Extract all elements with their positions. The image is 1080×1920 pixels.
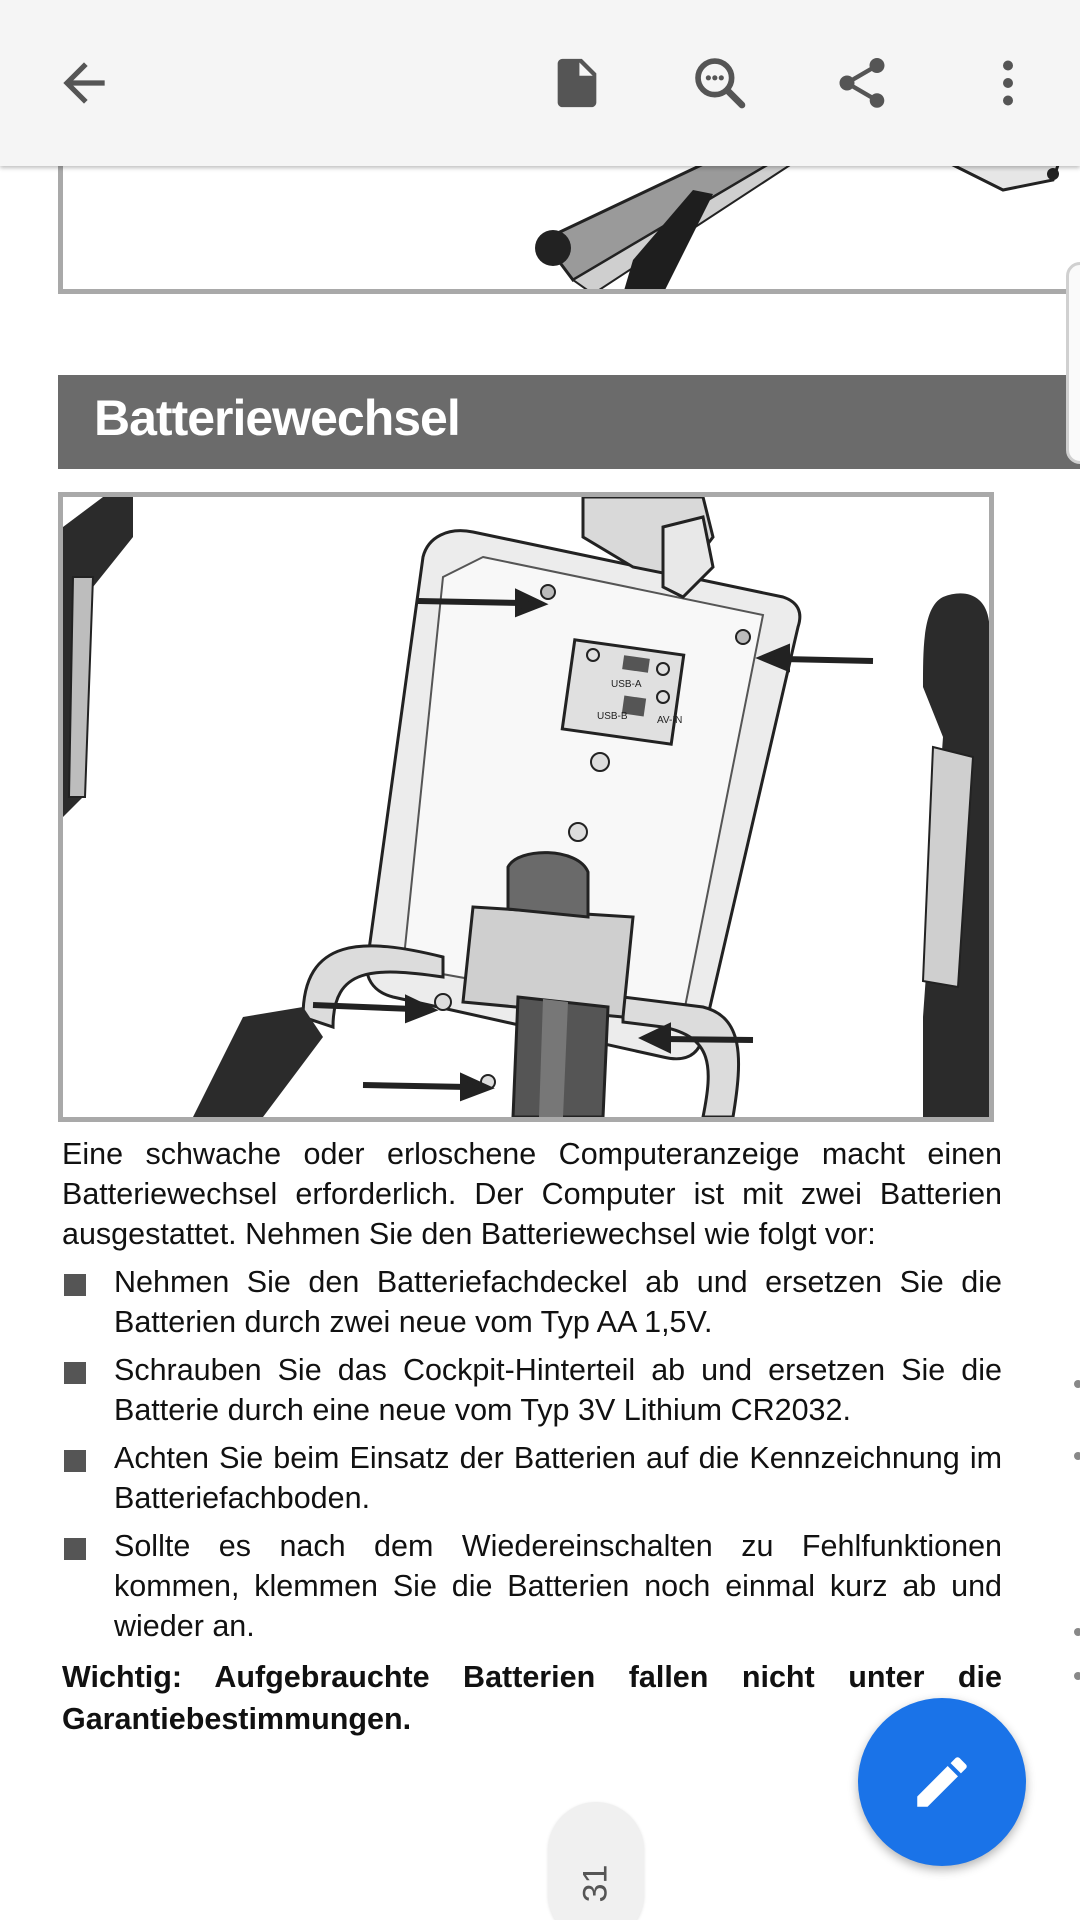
- important-note: Wichtig: Aufgebrauchte Batterien fallen nicht unter die Garantiebestimmungen.: [62, 1660, 1002, 1736]
- search-button[interactable]: [680, 43, 760, 123]
- bullet-square-icon: [64, 1274, 86, 1296]
- more-vert-icon: [978, 53, 1038, 113]
- document-button[interactable]: [537, 43, 617, 123]
- intro-paragraph: Eine schwache oder erloschene Computeranzeige macht einen Batteriewechsel erforderlich. Der Computer ist mit zwei Batterien ausgestattet. Nehmen Sie den Batteriewechsel wie folgt vor:: [62, 1137, 1002, 1251]
- back-arrow-icon: [53, 52, 115, 114]
- section-heading-bar: [58, 375, 1080, 469]
- av-in-label: AV-IN: [657, 715, 683, 726]
- app-toolbar: [0, 0, 1080, 166]
- usb-a-label: USB-A: [611, 679, 642, 690]
- back-button[interactable]: [44, 43, 124, 123]
- list-item: [62, 1526, 1002, 1646]
- next-page-bullet-dot: [1074, 1380, 1080, 1388]
- section-heading: Batteriewechsel: [94, 390, 460, 446]
- document-icon: [548, 54, 606, 112]
- page-number-indicator[interactable]: [548, 1802, 644, 1920]
- list-item-text: Nehmen Sie den Batteriefachdeckel ab und ersetzen Sie die Batterien durch zwei neue vom Typ AA 1,5V.: [114, 1265, 1002, 1339]
- list-item: [62, 1438, 1002, 1518]
- previous-illustration-frame: [58, 150, 1080, 294]
- bullet-square-icon: [64, 1450, 86, 1472]
- edit-pencil-icon: [909, 1749, 975, 1815]
- list-item: [62, 1262, 1002, 1342]
- bullet-square-icon: [64, 1538, 86, 1560]
- share-button[interactable]: [822, 43, 902, 123]
- share-icon: [832, 53, 892, 113]
- edit-button[interactable]: [858, 1698, 1026, 1866]
- bullet-square-icon: [64, 1362, 86, 1384]
- more-options-button[interactable]: [968, 43, 1048, 123]
- page-number: 31: [576, 1864, 615, 1903]
- next-page-edge: [1066, 262, 1080, 464]
- search-icon: [689, 52, 751, 114]
- list-item-text: Achten Sie beim Einsatz der Batterien auf die Kennzeichnung im Batteriefachboden.: [114, 1441, 1002, 1515]
- cockpit-back-drawing: [63, 497, 989, 1117]
- next-page-bullet-dot: [1074, 1452, 1080, 1460]
- list-item-text: Sollte es nach dem Wiedereinschalten zu Fehlfunktionen kommen, klemmen Sie die Batterien noch einmal kurz ab und wieder an.: [114, 1529, 1002, 1643]
- next-page-bullet-dot: [1074, 1672, 1080, 1680]
- list-item: [62, 1350, 1002, 1430]
- usb-b-label: USB-B: [597, 711, 628, 722]
- next-page-bullet-dot: [1074, 1628, 1080, 1636]
- list-item-text: Schrauben Sie das Cockpit-Hinterteil ab und ersetzen Sie die Batterie durch eine neue vom Typ 3V Lithium CR2032.: [114, 1353, 1002, 1427]
- previous-illustration: [63, 150, 1080, 294]
- instruction-list: [62, 1262, 1002, 1654]
- battery-illustration: [58, 492, 994, 1122]
